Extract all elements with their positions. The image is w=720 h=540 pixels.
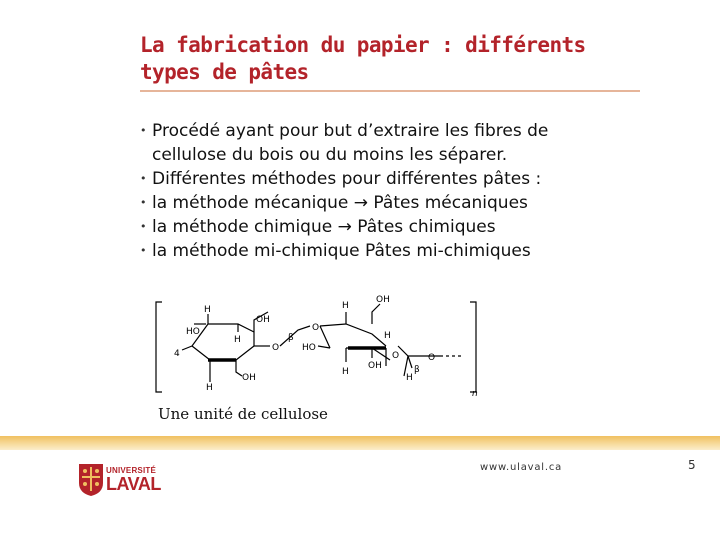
bullet-dot-icon: •: [140, 124, 147, 137]
atom-label: OH: [242, 373, 256, 383]
figure-caption: Une unité de cellulose: [158, 405, 328, 423]
atom-label: OH: [256, 315, 270, 325]
repeat-unit-label: n: [472, 389, 478, 399]
atom-label: H: [406, 373, 413, 383]
atom-label: HO: [186, 327, 200, 337]
footer-band: [0, 436, 720, 450]
bullet-item: • la méthode chimique → Pâtes chimiques: [140, 217, 496, 237]
beta-label: β: [414, 365, 420, 375]
atom-label: H: [204, 305, 211, 315]
bullet-dot-icon: •: [140, 244, 147, 257]
slide-title-line-2: types de pâtes: [140, 60, 309, 84]
cellulose-structure-diagram: [150, 284, 500, 404]
bullet-item: • la méthode mi-chimique Pâtes mi-chimiques: [140, 241, 531, 261]
atom-label: OH: [368, 361, 382, 371]
bullet-dot-icon: •: [140, 196, 147, 209]
page-number: 5: [688, 458, 696, 472]
university-logo: [78, 463, 161, 501]
atom-label: H: [342, 367, 349, 377]
bullet-continuation: cellulose du bois ou du moins les séparer.: [152, 145, 508, 165]
atom-label: H: [234, 335, 241, 345]
bullet-dot-icon: •: [140, 220, 147, 233]
title-divider: [140, 90, 640, 92]
position-label: 4: [174, 349, 180, 359]
crest-icon: [78, 463, 104, 497]
atom-label: H: [342, 301, 349, 311]
atom-label: O: [392, 351, 400, 361]
atom-label: OH: [376, 295, 390, 305]
atom-label: O: [312, 323, 320, 333]
website-url: www.ulaval.ca: [480, 462, 563, 473]
bullet-item: • la méthode mécanique → Pâtes mécaniques: [140, 193, 528, 213]
bullet-item: • Différentes méthodes pour différentes pâtes :: [140, 169, 542, 189]
atom-label: H: [206, 383, 213, 393]
bullet-dot-icon: •: [140, 172, 147, 185]
logo-word-universite: UNIVERSITÉ: [106, 466, 157, 475]
atom-label: O: [272, 343, 280, 353]
atom-label: H: [384, 331, 391, 341]
atom-label: HO: [302, 343, 316, 353]
bullet-item: • Procédé ayant pour but d’extraire les fibres de: [140, 121, 549, 141]
slide-title-line-1: La fabrication du papier : différents: [140, 33, 586, 57]
bullet-list: [140, 119, 640, 263]
logo-word-laval: LAVAL: [106, 474, 161, 494]
arrow-right-icon: →: [337, 217, 352, 237]
beta-label: β: [288, 333, 294, 343]
atom-label: O: [428, 353, 436, 363]
slide-title: [140, 32, 700, 86]
arrow-right-icon: →: [353, 193, 369, 213]
